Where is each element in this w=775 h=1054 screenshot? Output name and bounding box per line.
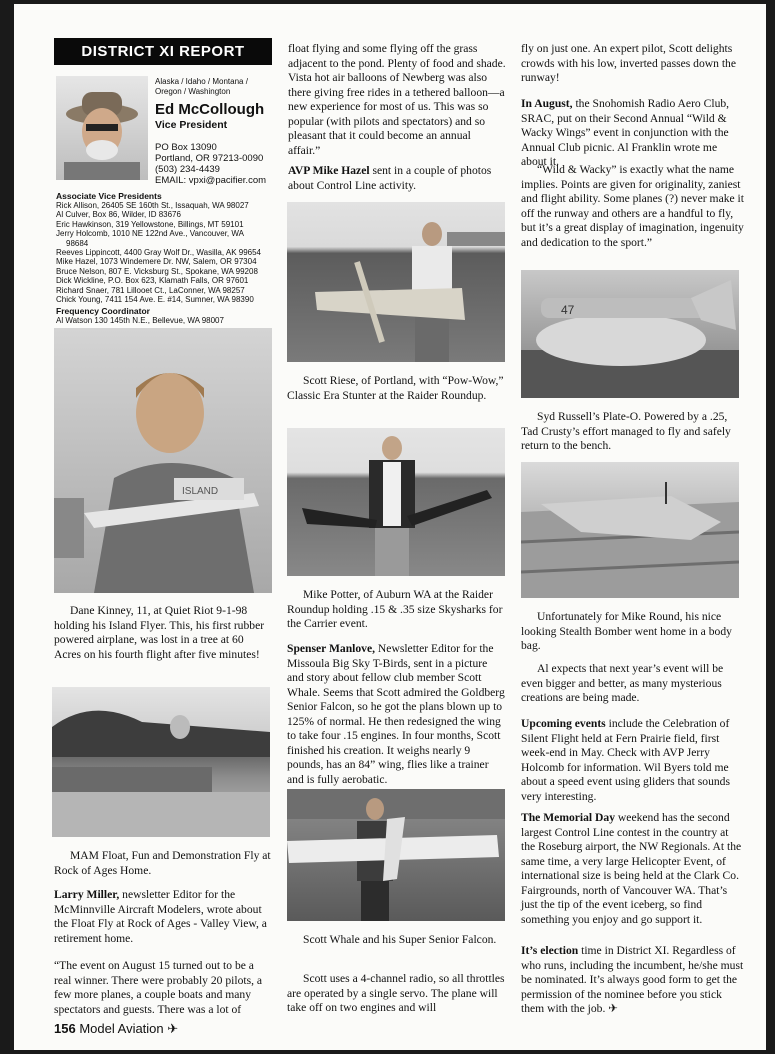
- magazine-title: Model Aviation: [79, 1021, 164, 1036]
- vp-address-2: Portland, OR 97213-0090: [155, 153, 264, 164]
- text-upcoming-events: include the Celebration of Silent Flight held at Fern Prairie field, first week-end in May. Check with AVP Jerry Holcomb for information. Wil Byers told me about a speed event using gliders that sounds very interesting.: [521, 717, 730, 803]
- vp-phone: (503) 234-4439: [155, 164, 220, 175]
- avp-item: Richard Snaer, 781 Lillooet Ct., LaConner, WA 98257: [56, 285, 245, 295]
- paragraph-event-aug15: “The event on August 15 turned out to be a real winner. There were probably 20 pilots, a few more planes, a couple boats and many spectators and guests. There was a lot of: [54, 959, 263, 1016]
- vp-role: Vice President: [155, 119, 228, 131]
- paragraph-float-flying: float flying and some flying off the grass adjacent to the pond. Plenty of food and shade. Vista hot air balloons of Newberg was also there giving free rides in a tethered balloon—a new experience for most of us. This was so popular (with pilots and spectators) and so pleasant that it could become an annual affair.”: [288, 42, 506, 157]
- avp-item: Jerry Holcomb, 1010 NE 122nd Ave., Vancouver, WA: [56, 229, 244, 239]
- caption-plate-o: Syd Russell’s Plate-O. Powered by a .25, Tad Crusty’s effort managed to fly and safely return to the bench.: [521, 410, 731, 452]
- photo-boy-island-flyer: [54, 328, 272, 593]
- avp-heading: Associate Vice Presidents: [56, 191, 162, 201]
- photo-stealth-bomber: [521, 462, 739, 598]
- photo-mike-potter: [287, 428, 505, 576]
- text-spenser-manlove: Newsletter Editor for the Missoula Big Sky T-Birds, sent in a picture and story about fellow club member Scott Whale. Seems that Scott admired the Goldberg Senior Falcon, so he got the plans blown up to 125% of normal. He then redesigned the wing to take four .15 engines. In four months, Scott finished his creation. It weighs nearly 9 pounds, has an 84” wing, flies like a trainer and is fully aerobatic.: [287, 642, 505, 786]
- plane-icon: ✈: [167, 1021, 179, 1036]
- lead-upcoming-events: Upcoming events: [521, 717, 606, 730]
- svg-text:47: 47: [561, 303, 575, 317]
- photo-scott-whale: [287, 789, 505, 921]
- magazine-page: [14, 4, 766, 1050]
- avp-list: [56, 201, 272, 304]
- photo-float-fly: [52, 687, 270, 837]
- avp-item: Bruce Nelson, 807 E. Vicksburg St., Spokane, WA 99208: [56, 266, 258, 276]
- caption-mike-potter: Mike Potter, of Auburn WA at the Raider Roundup holding .15 & .35 size Skysharks for the Carrier event.: [287, 588, 503, 630]
- district-banner: DISTRICT XI REPORT: [54, 38, 272, 65]
- paragraph-memorial-day: [521, 811, 745, 927]
- portrait-photo: [56, 76, 148, 180]
- vp-name: Ed McCollough: [155, 101, 265, 118]
- svg-text:ISLAND: ISLAND: [182, 486, 219, 497]
- text-mike-hazel: sent in a couple of photos about Control Line activity.: [288, 164, 492, 192]
- text-memorial-day: weekend has the second largest Control Line contest in the country at the Roseburg airport, the NW Regionals. At the same time, a very large Helicopter Event, of international size is being held at the Clark Co. Fairgrounds, north of Vancouver WA. That’s just the tip of the event iceberg, so find something you enjoy and go support it.: [521, 811, 742, 926]
- end-plane-icon: ✈: [605, 1002, 618, 1015]
- caption-scott-whale: Scott Whale and his Super Senior Falcon.: [303, 933, 497, 946]
- paragraph-spenser-manlove: [287, 642, 505, 787]
- paragraph-wild-wacky: “Wild & Wacky” is exactly what the name implies. Points are given for originality, zaniest and flight ability. Some planes (?) never make it off the runway and others are a handful to fly, but it’s a great display of imagination, ingenuity and dedication to the sport.”: [521, 163, 745, 249]
- caption-mam-float: MAM Float, Fun and Demonstration Fly at Rock of Ages Home.: [54, 849, 271, 877]
- avp-item: Rick Allison, 26405 SE 160th St., Issaquah, WA 98027: [56, 201, 249, 210]
- paragraph-upcoming-events: [521, 717, 745, 804]
- lead-larry-miller: Larry Miller,: [54, 888, 120, 901]
- text-election: time in District XI. Regardless of who runs, including the incumbent, he/she must be nominated. It’s always good form to get the permission of the nominee before you stick them with the job.: [521, 944, 744, 1015]
- avp-item: Chick Young, 7411 154 Ave. E. #14, Sumner, WA 98390: [56, 295, 254, 305]
- lead-spenser-manlove: Spenser Manlove,: [287, 642, 376, 655]
- page-number: 156: [54, 1021, 76, 1036]
- avp-item: Al Culver, Box 86, Wilder, ID 83676: [56, 210, 181, 220]
- paragraph-election: [521, 944, 745, 1017]
- freq-heading: Frequency Coordinator: [56, 306, 150, 316]
- photo-scott-riese: [287, 202, 505, 362]
- lead-in-august: In August,: [521, 97, 573, 110]
- vp-address-1: PO Box 13090: [155, 142, 217, 153]
- paragraph-expert-pilot: fly on just one. An expert pilot, Scott delights crowds with his low, inverted passes down the runway!: [521, 42, 736, 84]
- paragraph-4-channel: Scott uses a 4-channel radio, so all throttles are operated by a single servo. The plane will take off on two engines and will: [287, 972, 505, 1014]
- vp-email[interactable]: EMAIL: vpxi@pacifier.com: [155, 175, 267, 186]
- avp-item: Eric Hawkinson, 319 Yellowstone, Billings, MT 59101: [56, 219, 244, 229]
- region-states: Alaska / Idaho / Montana / Oregon / Washington: [155, 77, 248, 96]
- paragraph-larry-miller: [54, 888, 272, 946]
- paragraph-al-expects: Al expects that next year’s event will be even bigger and better, as many mysterious creations are being made.: [521, 662, 724, 704]
- photo-plate-o: [521, 270, 739, 398]
- text-in-august: the Snohomish Radio Aero Club, SRAC, put on their Second Annual “Wild & Wacky Wings” event in conjunction with the Annual Club picnic. Al Franklin wrote me about it.: [521, 97, 730, 168]
- avp-item: Mike Hazel, 1073 Windemere Dr. NW, Salem, OR 97304: [56, 257, 257, 267]
- avp-item: 98684: [66, 238, 89, 248]
- paragraph-in-august: [521, 97, 745, 170]
- folio: [54, 1021, 178, 1037]
- lead-mike-hazel: AVP Mike Hazel: [288, 164, 370, 177]
- avp-item: Reeves Lippincott, 4400 Gray Wolf Dr., Wasilla, AK 99654: [56, 248, 261, 258]
- caption-dane-kinney: Dane Kinney, 11, at Quiet Riot 9-1-98 holding his Island Flyer. This, his first rubber powered airplane, was lost in a tree at 60 Acres on his fourth flight after five minutes!: [54, 604, 265, 661]
- paragraph-mike-hazel: [288, 164, 506, 193]
- freq-coordinator: Al Watson 130 145th N.E., Bellevue, WA 98007: [56, 316, 224, 325]
- lead-election: It’s election: [521, 944, 579, 957]
- caption-scott-riese: Scott Riese, of Portland, with “Pow-Wow,” Classic Era Stunter at the Raider Roundup.: [287, 374, 504, 402]
- caption-stealth-bomber: Unfortunately for Mike Round, his nice looking Stealth Bomber went home in a body bag.: [521, 610, 732, 652]
- avp-item: Dick Wickline, P.O. Box 623, Klamath Falls, OR 97601: [56, 276, 249, 286]
- text-larry-miller: newsletter Editor for the McMinnville Aircraft Modelers, wrote about the Float Fly at Rock of Ages - Valley View, a retirement home.: [54, 888, 267, 945]
- lead-memorial-day: The Memorial Day: [521, 811, 616, 824]
